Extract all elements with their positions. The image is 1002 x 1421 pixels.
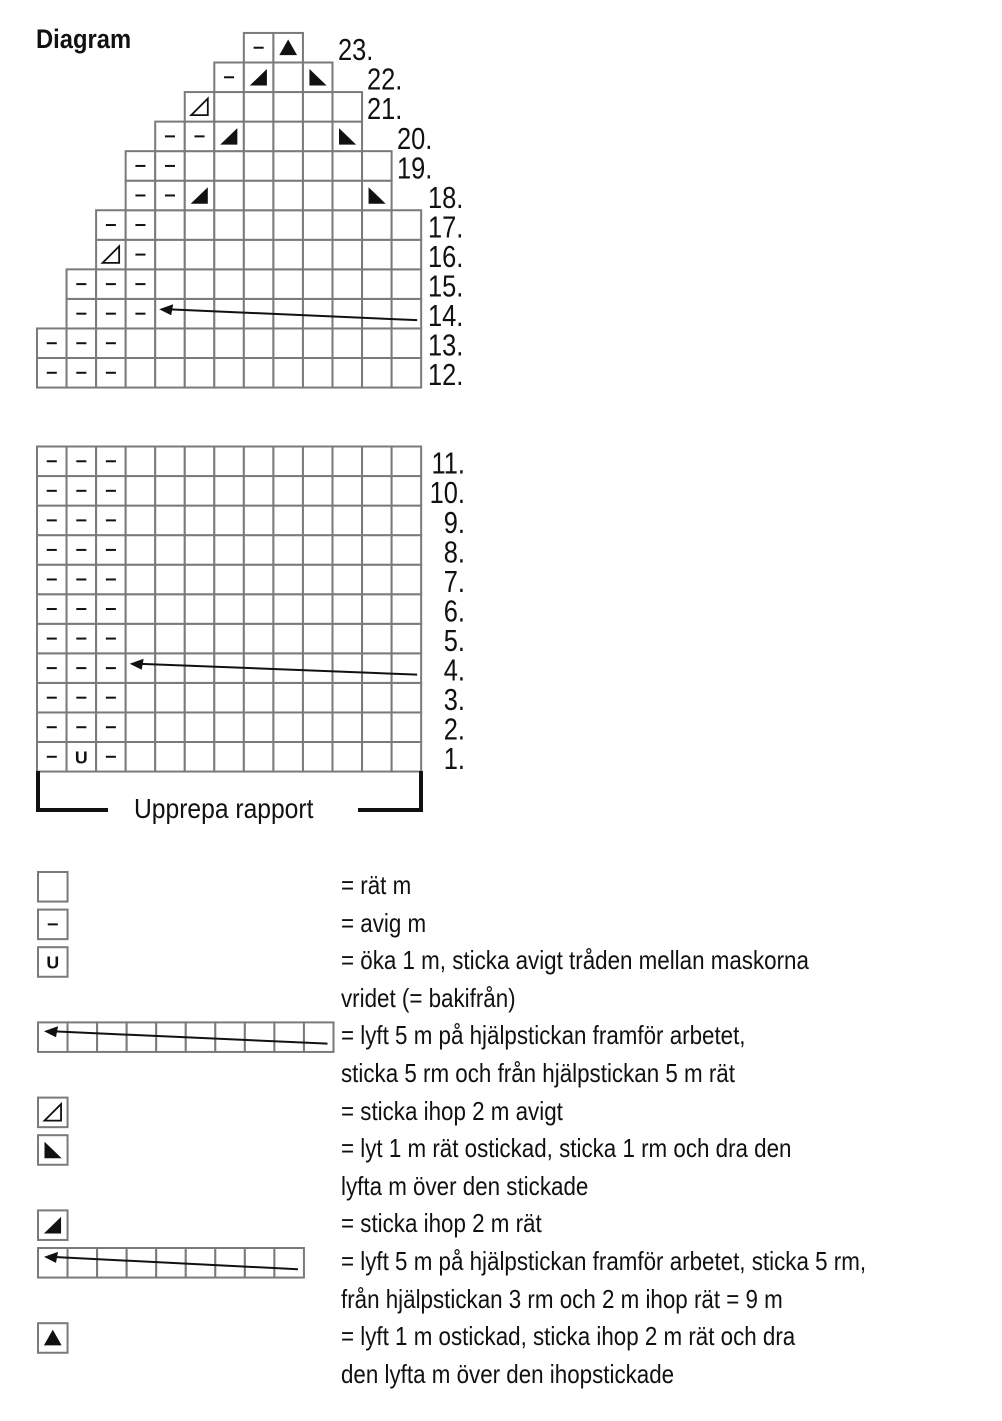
chart-cell	[303, 269, 333, 299]
chart-cell	[244, 683, 274, 713]
chart-cell	[155, 328, 185, 358]
chart-row	[155, 122, 362, 152]
legend-description: sticka 5 rm och från hjälpstickan 5 m rät	[341, 1058, 735, 1088]
chart-cell	[333, 594, 363, 624]
legend-description: = öka 1 m, sticka avigt tråden mellan maskorna	[341, 945, 809, 976]
chart-cell	[333, 240, 363, 270]
chart-cell	[214, 506, 244, 536]
chart-cell	[185, 594, 215, 624]
chart-cell	[185, 269, 215, 299]
legend-cell	[245, 1248, 275, 1278]
chart-cell	[273, 92, 303, 122]
legend-description: = lyft 5 m på hjälpstickan framför arbetet,	[341, 1020, 746, 1051]
row-number-label: 2.	[443, 712, 466, 748]
chart-cell	[362, 151, 392, 181]
chart-cell	[303, 683, 333, 713]
chart-cell	[273, 565, 303, 595]
chart-cell	[392, 269, 422, 299]
chart-cell	[185, 240, 215, 270]
chart-cell	[185, 299, 215, 329]
chart-cell	[273, 181, 303, 211]
chart-cell	[333, 565, 363, 595]
legend-description: = rät m	[341, 870, 412, 900]
chart-cell	[214, 358, 244, 388]
chart-cell	[303, 92, 333, 122]
row-number-label: 12.	[428, 357, 464, 393]
chart-row	[37, 594, 421, 624]
chart-cell	[273, 358, 303, 388]
chart-row	[37, 742, 421, 772]
chart-cell	[362, 299, 392, 329]
chart-cell	[303, 476, 333, 506]
chart-row	[37, 683, 421, 713]
chart-cell	[362, 506, 392, 536]
chart-cell	[273, 328, 303, 358]
chart-cell	[185, 358, 215, 388]
chart-cell	[244, 358, 274, 388]
chart-cell	[155, 506, 185, 536]
chart-cell	[244, 594, 274, 624]
row-number-label: 10.	[429, 475, 466, 511]
chart-cell	[273, 210, 303, 240]
row-number-label: 22.	[367, 62, 403, 98]
chart-cell	[362, 653, 392, 683]
row-number-label: 16.	[428, 239, 464, 275]
row-number-label: 8.	[443, 534, 466, 570]
chart-cell	[126, 565, 156, 595]
row-number-label: 18.	[428, 180, 464, 216]
legend-description: vridet (= bakifrån)	[341, 982, 516, 1013]
chart-cell	[185, 506, 215, 536]
legend-cell	[274, 1248, 304, 1278]
chart-cell	[333, 358, 363, 388]
row-number-label: 23.	[338, 32, 374, 68]
legend-description: lyfta m över den stickade	[341, 1170, 589, 1201]
legend-description: = lyft 1 m ostickad, sticka ihop 2 m rät och dra	[341, 1321, 796, 1352]
chart-row	[37, 506, 421, 536]
row-number-label: 9.	[443, 505, 466, 541]
chart-cell	[214, 299, 244, 329]
chart-cell	[273, 683, 303, 713]
chart-cell	[214, 742, 244, 772]
chart-cell	[273, 742, 303, 772]
chart-cell	[244, 447, 274, 477]
chart-cell	[185, 210, 215, 240]
chart-cell	[244, 476, 274, 506]
chart-cell	[333, 210, 363, 240]
chart-cell	[392, 653, 422, 683]
chart-cell	[333, 506, 363, 536]
chart-cell	[362, 447, 392, 477]
legend-cell	[68, 1248, 98, 1278]
chart-cell	[362, 210, 392, 240]
chart-cell	[126, 506, 156, 536]
chart-cell	[185, 447, 215, 477]
legend-cell	[68, 1022, 98, 1052]
chart-cell	[273, 624, 303, 654]
legend-cell	[38, 1022, 68, 1052]
chart-cell	[362, 240, 392, 270]
chart-cell	[273, 476, 303, 506]
chart-cell	[303, 565, 333, 595]
chart-cell	[214, 624, 244, 654]
chart-cell	[333, 328, 363, 358]
chart-cell	[333, 269, 363, 299]
chart-cell	[273, 712, 303, 742]
chart-cell	[185, 328, 215, 358]
chart-cell	[362, 476, 392, 506]
chart-cell	[362, 328, 392, 358]
chart-cell	[303, 122, 333, 152]
chart-cell	[362, 624, 392, 654]
chart-cell	[273, 63, 303, 93]
chart-cell	[303, 535, 333, 565]
chart-cell	[244, 712, 274, 742]
chart-cell	[185, 683, 215, 713]
chart-cell	[362, 565, 392, 595]
chart-cell	[244, 565, 274, 595]
chart-cell	[273, 122, 303, 152]
chart-cell	[362, 712, 392, 742]
chart-cell	[155, 269, 185, 299]
chart-cell	[392, 358, 422, 388]
legend-cell	[186, 1248, 216, 1278]
chart-cell	[303, 624, 333, 654]
chart-cell	[273, 594, 303, 624]
repeat-bracket-right	[358, 771, 421, 810]
legend-cell	[97, 1022, 127, 1052]
chart-cell	[333, 447, 363, 477]
legend-description: den lyfta m över den ihopstickade	[341, 1358, 675, 1389]
chart-cell	[303, 210, 333, 240]
chart-cell	[185, 653, 215, 683]
legend-cell	[274, 1022, 304, 1052]
legend-description: från hjälpstickan 3 rm och 2 m ihop rät = 9 m	[341, 1283, 783, 1314]
chart-cell	[214, 181, 244, 211]
chart-cell	[244, 269, 274, 299]
chart-cell	[214, 269, 244, 299]
chart-cell	[392, 506, 422, 536]
chart-cell	[155, 742, 185, 772]
chart-cell	[155, 476, 185, 506]
row-number-label: 13.	[428, 328, 464, 364]
chart-cell	[392, 328, 422, 358]
chart-cell	[185, 624, 215, 654]
chart-cell	[333, 535, 363, 565]
chart-cell	[185, 565, 215, 595]
chart-cell	[333, 683, 363, 713]
legend-cell	[127, 1022, 157, 1052]
chart-cell	[155, 535, 185, 565]
chart-cell	[214, 210, 244, 240]
chart-cell	[392, 535, 422, 565]
chart-row	[244, 33, 303, 63]
chart-cell	[214, 565, 244, 595]
chart-cell	[303, 742, 333, 772]
chart-cell	[392, 476, 422, 506]
row-number-label: 6.	[443, 594, 466, 630]
chart-cell	[273, 506, 303, 536]
chart-cell	[126, 358, 156, 388]
increase-symbol-icon: U	[46, 952, 60, 973]
chart-cell	[155, 624, 185, 654]
chart-row	[37, 565, 421, 595]
chart-cell	[392, 447, 422, 477]
chart-cell	[362, 269, 392, 299]
chart-row	[67, 269, 422, 299]
chart-cell	[155, 565, 185, 595]
repeat-bracket-left	[38, 771, 108, 810]
chart-cell	[244, 742, 274, 772]
chart-cell	[244, 92, 274, 122]
legend-cell	[38, 1248, 68, 1278]
chart-cell	[126, 624, 156, 654]
row-number-label: 1.	[443, 741, 466, 777]
chart-cell	[214, 535, 244, 565]
chart-cell	[244, 210, 274, 240]
chart-cell	[333, 151, 363, 181]
chart-cell	[155, 447, 185, 477]
chart-row	[37, 712, 421, 742]
chart-cell	[303, 447, 333, 477]
diagram-title: Diagram	[36, 24, 132, 54]
row-number-label: 14.	[428, 298, 464, 334]
chart-cell	[155, 358, 185, 388]
chart-cell	[155, 210, 185, 240]
row-number-label: 5.	[443, 623, 466, 659]
chart-cell	[362, 683, 392, 713]
row-number-label: 4.	[443, 653, 466, 689]
chart-cell	[214, 92, 244, 122]
chart-cell	[155, 683, 185, 713]
chart-cell	[126, 742, 156, 772]
chart-cell	[392, 565, 422, 595]
chart-cell	[333, 712, 363, 742]
chart-cell	[214, 240, 244, 270]
row-number-label: 21.	[367, 91, 403, 127]
chart-cell	[273, 151, 303, 181]
chart-cell	[303, 151, 333, 181]
chart-cell	[333, 181, 363, 211]
chart-row	[37, 358, 421, 388]
chart-cell	[392, 240, 422, 270]
chart-cell	[273, 653, 303, 683]
legend-cell	[304, 1022, 334, 1052]
chart-cell	[155, 712, 185, 742]
legend-cell	[97, 1248, 127, 1278]
chart-row	[37, 447, 421, 477]
chart-cell	[333, 653, 363, 683]
chart-row	[37, 624, 421, 654]
chart-cell	[244, 328, 274, 358]
chart-cell	[185, 476, 215, 506]
chart-cell	[244, 506, 274, 536]
row-number-label: 15.	[428, 269, 464, 305]
chart-cell	[155, 240, 185, 270]
chart-cell	[303, 712, 333, 742]
legend-cell	[245, 1022, 275, 1052]
chart-cell	[392, 742, 422, 772]
chart-cell	[392, 712, 422, 742]
chart-cell	[392, 594, 422, 624]
chart-cell	[362, 742, 392, 772]
chart-cell	[214, 447, 244, 477]
chart-cell	[185, 742, 215, 772]
legend-description: = lyft 5 m på hjälpstickan framför arbetet, sticka 5 rm,	[341, 1246, 867, 1276]
row-number-label: 20.	[397, 121, 433, 157]
chart-row	[37, 476, 421, 506]
chart-cell	[303, 240, 333, 270]
chart-cell	[303, 328, 333, 358]
chart-cell	[214, 476, 244, 506]
chart-cell	[214, 712, 244, 742]
chart-row	[37, 535, 421, 565]
legend-description: = sticka ihop 2 m avigt	[341, 1095, 563, 1126]
row-number-label: 19.	[397, 150, 433, 186]
row-number-label: 17.	[428, 210, 464, 246]
legend-cell	[215, 1248, 245, 1278]
chart-cell	[244, 535, 274, 565]
chart-cell	[214, 683, 244, 713]
chart-cell	[185, 151, 215, 181]
legend-description: = sticka ihop 2 m rät	[341, 1208, 542, 1239]
chart-cell	[392, 299, 422, 329]
chart-cell	[214, 328, 244, 358]
chart-cell	[244, 151, 274, 181]
chart-row	[67, 299, 422, 329]
chart-cell	[214, 594, 244, 624]
chart-cell	[185, 712, 215, 742]
chart-cell	[333, 92, 363, 122]
chart-cell	[273, 535, 303, 565]
chart-cell	[126, 683, 156, 713]
row-number-label: 11.	[431, 446, 466, 482]
chart-cell	[244, 181, 274, 211]
chart-cell	[362, 358, 392, 388]
chart-cell	[244, 624, 274, 654]
chart-cell	[333, 476, 363, 506]
chart-cell	[392, 683, 422, 713]
chart-cell	[155, 594, 185, 624]
chart-cell	[126, 712, 156, 742]
row-number-label: 7.	[443, 564, 466, 600]
chart-cell	[126, 594, 156, 624]
chart-cell	[126, 447, 156, 477]
chart-cell	[244, 240, 274, 270]
chart-cell	[333, 299, 363, 329]
chart-cell	[244, 122, 274, 152]
legend-description: = lyt 1 m rät ostickad, sticka 1 rm och dra den	[341, 1133, 792, 1164]
chart-cell	[273, 447, 303, 477]
chart-cell	[362, 535, 392, 565]
chart-cell	[273, 269, 303, 299]
chart-row	[37, 328, 421, 358]
legend-cell	[38, 872, 68, 902]
chart-cell	[333, 624, 363, 654]
chart-cell	[273, 240, 303, 270]
chart-cell	[303, 506, 333, 536]
chart-cell	[126, 535, 156, 565]
legend-cell	[215, 1022, 245, 1052]
chart-cell	[126, 476, 156, 506]
chart-cell	[126, 328, 156, 358]
repeat-label: Upprepa rapport	[134, 793, 314, 824]
increase-symbol-icon: U	[74, 747, 88, 768]
chart-cell	[185, 535, 215, 565]
chart-row	[185, 92, 362, 122]
legend-description: = avig m	[341, 907, 427, 938]
row-number-label: 3.	[443, 682, 466, 718]
chart-cell	[303, 594, 333, 624]
chart-cell	[155, 653, 185, 683]
chart-cell	[362, 594, 392, 624]
chart-cell	[392, 210, 422, 240]
chart-cell	[303, 358, 333, 388]
chart-cell	[303, 181, 333, 211]
chart-cell	[333, 742, 363, 772]
chart-cell	[303, 653, 333, 683]
chart-cell	[214, 151, 244, 181]
chart-cell	[303, 299, 333, 329]
chart-cell	[392, 624, 422, 654]
